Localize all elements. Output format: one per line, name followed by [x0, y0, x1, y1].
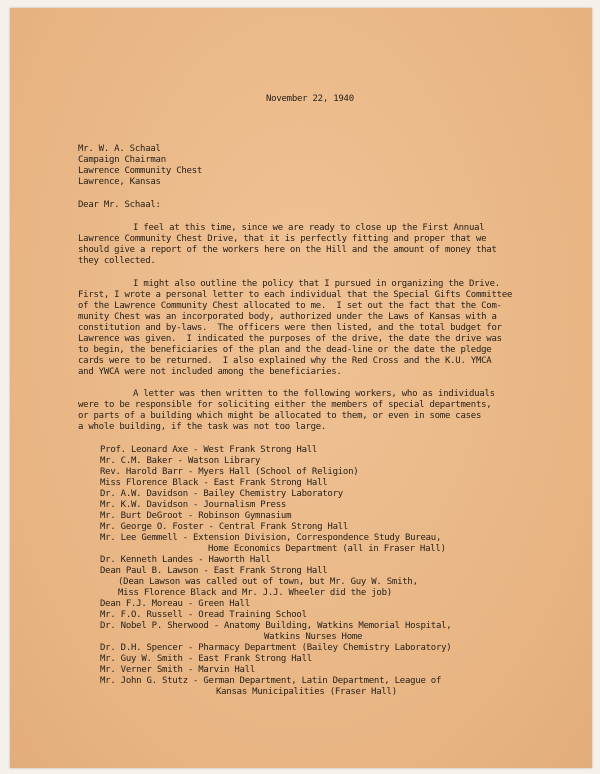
salutation: Dear Mr. Schaal:: [78, 200, 161, 210]
paragraph-2-line: of the Lawrence Community Chest allocated to me. I set out the fact that the Com-: [78, 301, 502, 311]
worker-entry-continuation: Home Economics Department (all in Fraser Hall): [208, 544, 446, 554]
worker-entry: Dr. Nobel P. Sherwood - Anatomy Building, Watkins Memorial Hospital,: [100, 621, 452, 631]
paragraph-1-line: they collected.: [78, 256, 156, 266]
worker-entry: Mr. Guy W. Smith - East Frank Strong Hall: [100, 654, 312, 664]
paragraph-1-line: I feel at this time, since we are ready to close up the First Annual: [133, 223, 485, 233]
worker-entry-note: Miss Florence Black and Mr. J.J. Wheeler did the job): [118, 588, 392, 598]
worker-entry: Mr. C.M. Baker - Watson Library: [100, 456, 261, 466]
paragraph-3-line: or parts of a building which might be allocated to them, or even in some cases: [78, 411, 482, 421]
letter-page: [10, 8, 592, 768]
worker-entry: Miss Florence Black - East Frank Strong Hall: [100, 478, 328, 488]
recipient-title: Campaign Chairman: [78, 155, 166, 165]
worker-entry: Dean Paul B. Lawson - East Frank Strong Hall: [100, 566, 328, 576]
worker-entry: Dr. D.H. Spencer - Pharmacy Department (Bailey Chemistry Laboratory): [100, 643, 452, 653]
worker-entry: Mr. F.O. Russell - Oread Training School: [100, 610, 307, 620]
paragraph-2-line: constitution and by-laws. The officers were then listed, and the total budget for: [78, 323, 502, 333]
worker-entry-continuation: Watkins Nurses Home: [264, 632, 363, 642]
worker-entry: Mr. John G. Stutz - German Department, Latin Department, League of: [100, 676, 442, 686]
paragraph-2-line: cards were to be returned. I also explained why the Red Cross and the K.U. YMCA: [78, 356, 492, 366]
worker-entry: Mr. K.W. Davidson - Journalism Press: [100, 500, 287, 510]
paragraph-1-line: Lawrence Community Chest Drive, that it is perfectly fitting and proper that we: [78, 234, 487, 244]
worker-entry: Prof. Leonard Axe - West Frank Strong Hall: [100, 445, 318, 455]
paragraph-2-line: munity Chest was an incorporated body, authorized under the Laws of Kansas with a: [78, 312, 497, 322]
paragraph-3-line: A letter was then written to the following workers, who as individuals: [133, 389, 495, 399]
worker-entry: Mr. Burt DeGroot - Robinson Gymnasium: [100, 511, 292, 521]
worker-entry-continuation: Kansas Municipalities (Fraser Hall): [216, 687, 397, 697]
recipient-organization: Lawrence Community Chest: [78, 166, 203, 176]
worker-entry: Mr. George O. Foster - Central Frank Strong Hall: [100, 522, 349, 532]
worker-entry: Mr. Verner Smith - Marvin Hall: [100, 665, 256, 675]
letter-date: November 22, 1940: [266, 94, 354, 104]
worker-entry: Dean F.J. Moreau - Green Hall: [100, 599, 250, 609]
recipient-city: Lawrence, Kansas: [78, 177, 161, 187]
worker-entry: Rev. Harold Barr - Myers Hall (School of Religion): [100, 467, 359, 477]
paragraph-1-line: should give a report of the workers here on the Hill and the amount of money that: [78, 245, 497, 255]
worker-entry: Dr. A.W. Davidson - Bailey Chemistry Laboratory: [100, 489, 343, 499]
paragraph-2-line: to begin, the beneficiaries of the plan and the dead-line or the date the pledge: [78, 345, 492, 355]
paragraph-2-line: First, I wrote a personal letter to each individual that the Special Gifts Committee: [78, 290, 513, 300]
paragraph-2-line: and YWCA were not included among the beneficiaries.: [78, 367, 342, 377]
recipient-name: Mr. W. A. Schaal: [78, 144, 161, 154]
paragraph-2-line: I might also outline the policy that I pursued in organizing the Drive.: [133, 279, 500, 289]
worker-entry-note: (Dean Lawson was called out of town, but Mr. Guy W. Smith,: [118, 577, 418, 587]
worker-entry: Mr. Lee Gemmell - Extension Division, Correspondence Study Bureau,: [100, 533, 442, 543]
paragraph-2-line: Lawrence was given. I indicated the purposes of the drive, the date the drive was: [78, 334, 502, 344]
worker-entry: Dr. Kenneth Landes - Haworth Hall: [100, 555, 271, 565]
letter-body: [10, 8, 592, 768]
paragraph-3-line: a whole building, if the task was not too large.: [78, 422, 327, 432]
paragraph-3-line: were to be responsible for soliciting either the members of special departments,: [78, 400, 492, 410]
